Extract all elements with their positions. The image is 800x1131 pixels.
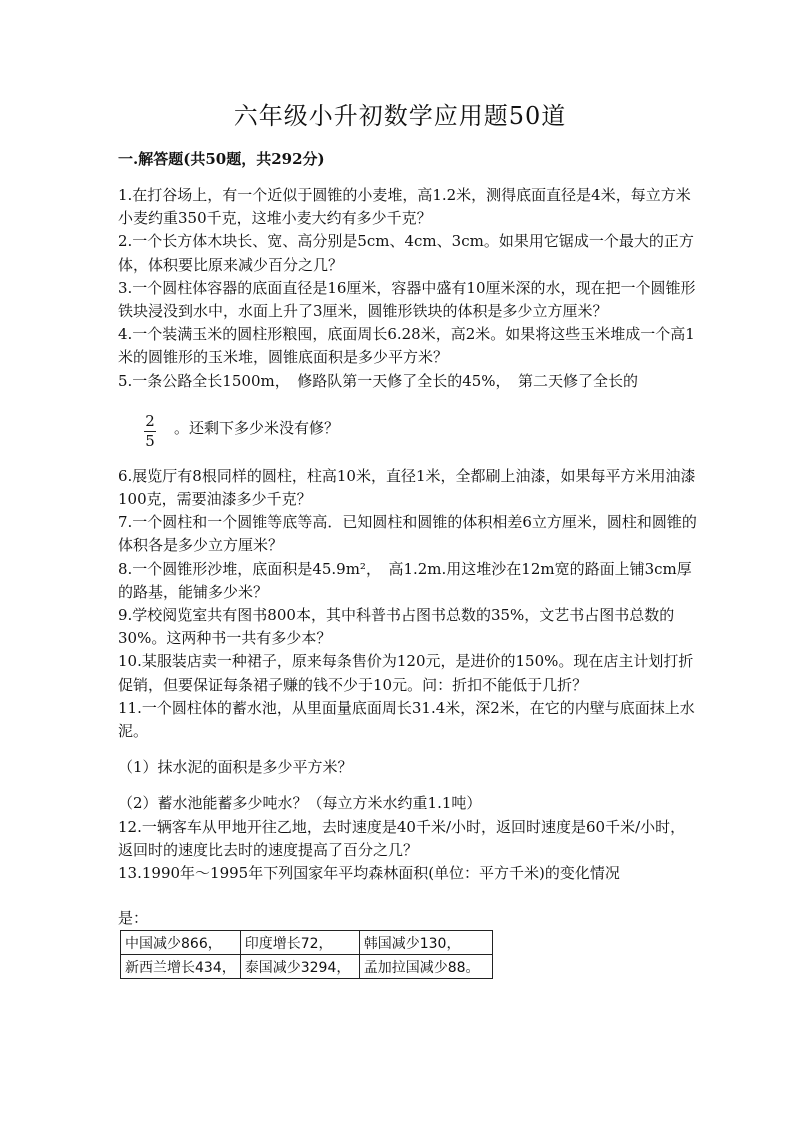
spacer [118, 779, 698, 792]
question-4: 4.一个装满玉米的圆柱形粮囤，底面周长6.28米，高2米。如果将这些玉米堆成一个高1米的圆锥形的玉米堆，圆锥底面积是多少平方米？ [118, 325, 695, 367]
question-6: 6.展览厅有8根同样的圆柱，柱高10米，直径1米，全都刷上油漆，如果每平方米用油漆100克，需要油漆多少千克？ [118, 466, 696, 509]
spacer [118, 885, 698, 907]
table-row [121, 931, 493, 955]
table-cell: 中国减少866， [121, 931, 241, 955]
question-5: 5.一条公路全长1500m， 修路队第一天修了全长的45%， 第二天修了全长的 [118, 371, 639, 390]
fraction-numerator: 2 [145, 411, 155, 430]
question-8: 8.一个圆锥形沙堆，底面积是45.9m²， 高1.2m.用这堆沙在12m宽的路面上铺3cm厚的路基，能铺多少米？ [118, 559, 692, 601]
question-13: 13.1990年～1995年下列国家年平均森林面积(单位：平方千米)的变化情况 [118, 864, 620, 883]
question-9: 9.学校阅览室共有图书800本，其中科普书占图书总数的35%，文艺书占图书总数的30%。这两种书一共有多少本？ [118, 606, 675, 648]
table-row [121, 955, 493, 979]
forest-area-table [120, 930, 493, 979]
question-list [118, 184, 698, 930]
table-cell: 韩国减少130， [359, 931, 492, 955]
table-cell: 泰国减少3294， [240, 955, 359, 979]
question-3: 3.一个圆柱体容器的底面直径是16厘米，容器中盛有10厘米深的水，现在把一个圆锥形铁块浸没到水中，水面上升了3厘米，圆锥形铁块的体积是多少立方厘米？ [118, 278, 696, 321]
question-2: 2.一个长方体木块长、宽、高分别是5cm、4cm、3cm。如果用它锯成一个最大的正方体，体积要比原来减少百分之几？ [118, 232, 694, 274]
table-cell: 孟加拉国减少88。 [359, 955, 492, 979]
section-heading: 一.解答题(共50题，共292分) [118, 150, 325, 168]
spacer [118, 743, 698, 756]
question-10: 10.某服装店卖一种裙子，原来每条售价为120元，是进价的150%。现在店主计划打折促销，但要保证每条裙子赚的钱不少于10元。问：折扣不能低于几折？ [118, 652, 694, 694]
question-11: 11.一个圆柱体的蓄水池，从里面量底面周长31.4米，深2米，在它的内壁与底面抹上水泥。 [118, 698, 695, 741]
table-cell: 印度增长72， [240, 931, 359, 955]
question-5-fraction-line [118, 393, 698, 465]
question-11-part-2: （2）蓄水池能蓄多少吨水？（每立方米水约重1.1吨） [118, 794, 482, 813]
fraction-denominator: 5 [145, 431, 155, 450]
question-11-part-1: （1）抹水泥的面积是多少平方米？ [118, 758, 353, 777]
question-1: 1.在打谷场上，有一个近似于圆锥的小麦堆，高1.2米，测得底面直径是4米，每立方米小麦约重350千克，这堆小麦大约有多少千克？ [118, 186, 691, 228]
question-13-tail: 是： [118, 909, 149, 928]
page-title: 六年级小升初数学应用题50道 [233, 102, 567, 130]
question-5-tail: 。还剩下多少米没有修？ [174, 418, 340, 437]
table-cell: 新西兰增长434， [121, 955, 241, 979]
question-12: 12.一辆客车从甲地开往乙地，去时速度是40千米/小时，返回时速度是60千米/小时，返回时的速度比去时的速度提高了百分之几？ [118, 817, 686, 859]
question-7: 7.一个圆柱和一个圆锥等底等高．已知圆柱和圆锥的体积相差6立方厘米，圆柱和圆锥的体积各是多少立方厘米？ [118, 513, 697, 555]
fraction [144, 413, 156, 450]
